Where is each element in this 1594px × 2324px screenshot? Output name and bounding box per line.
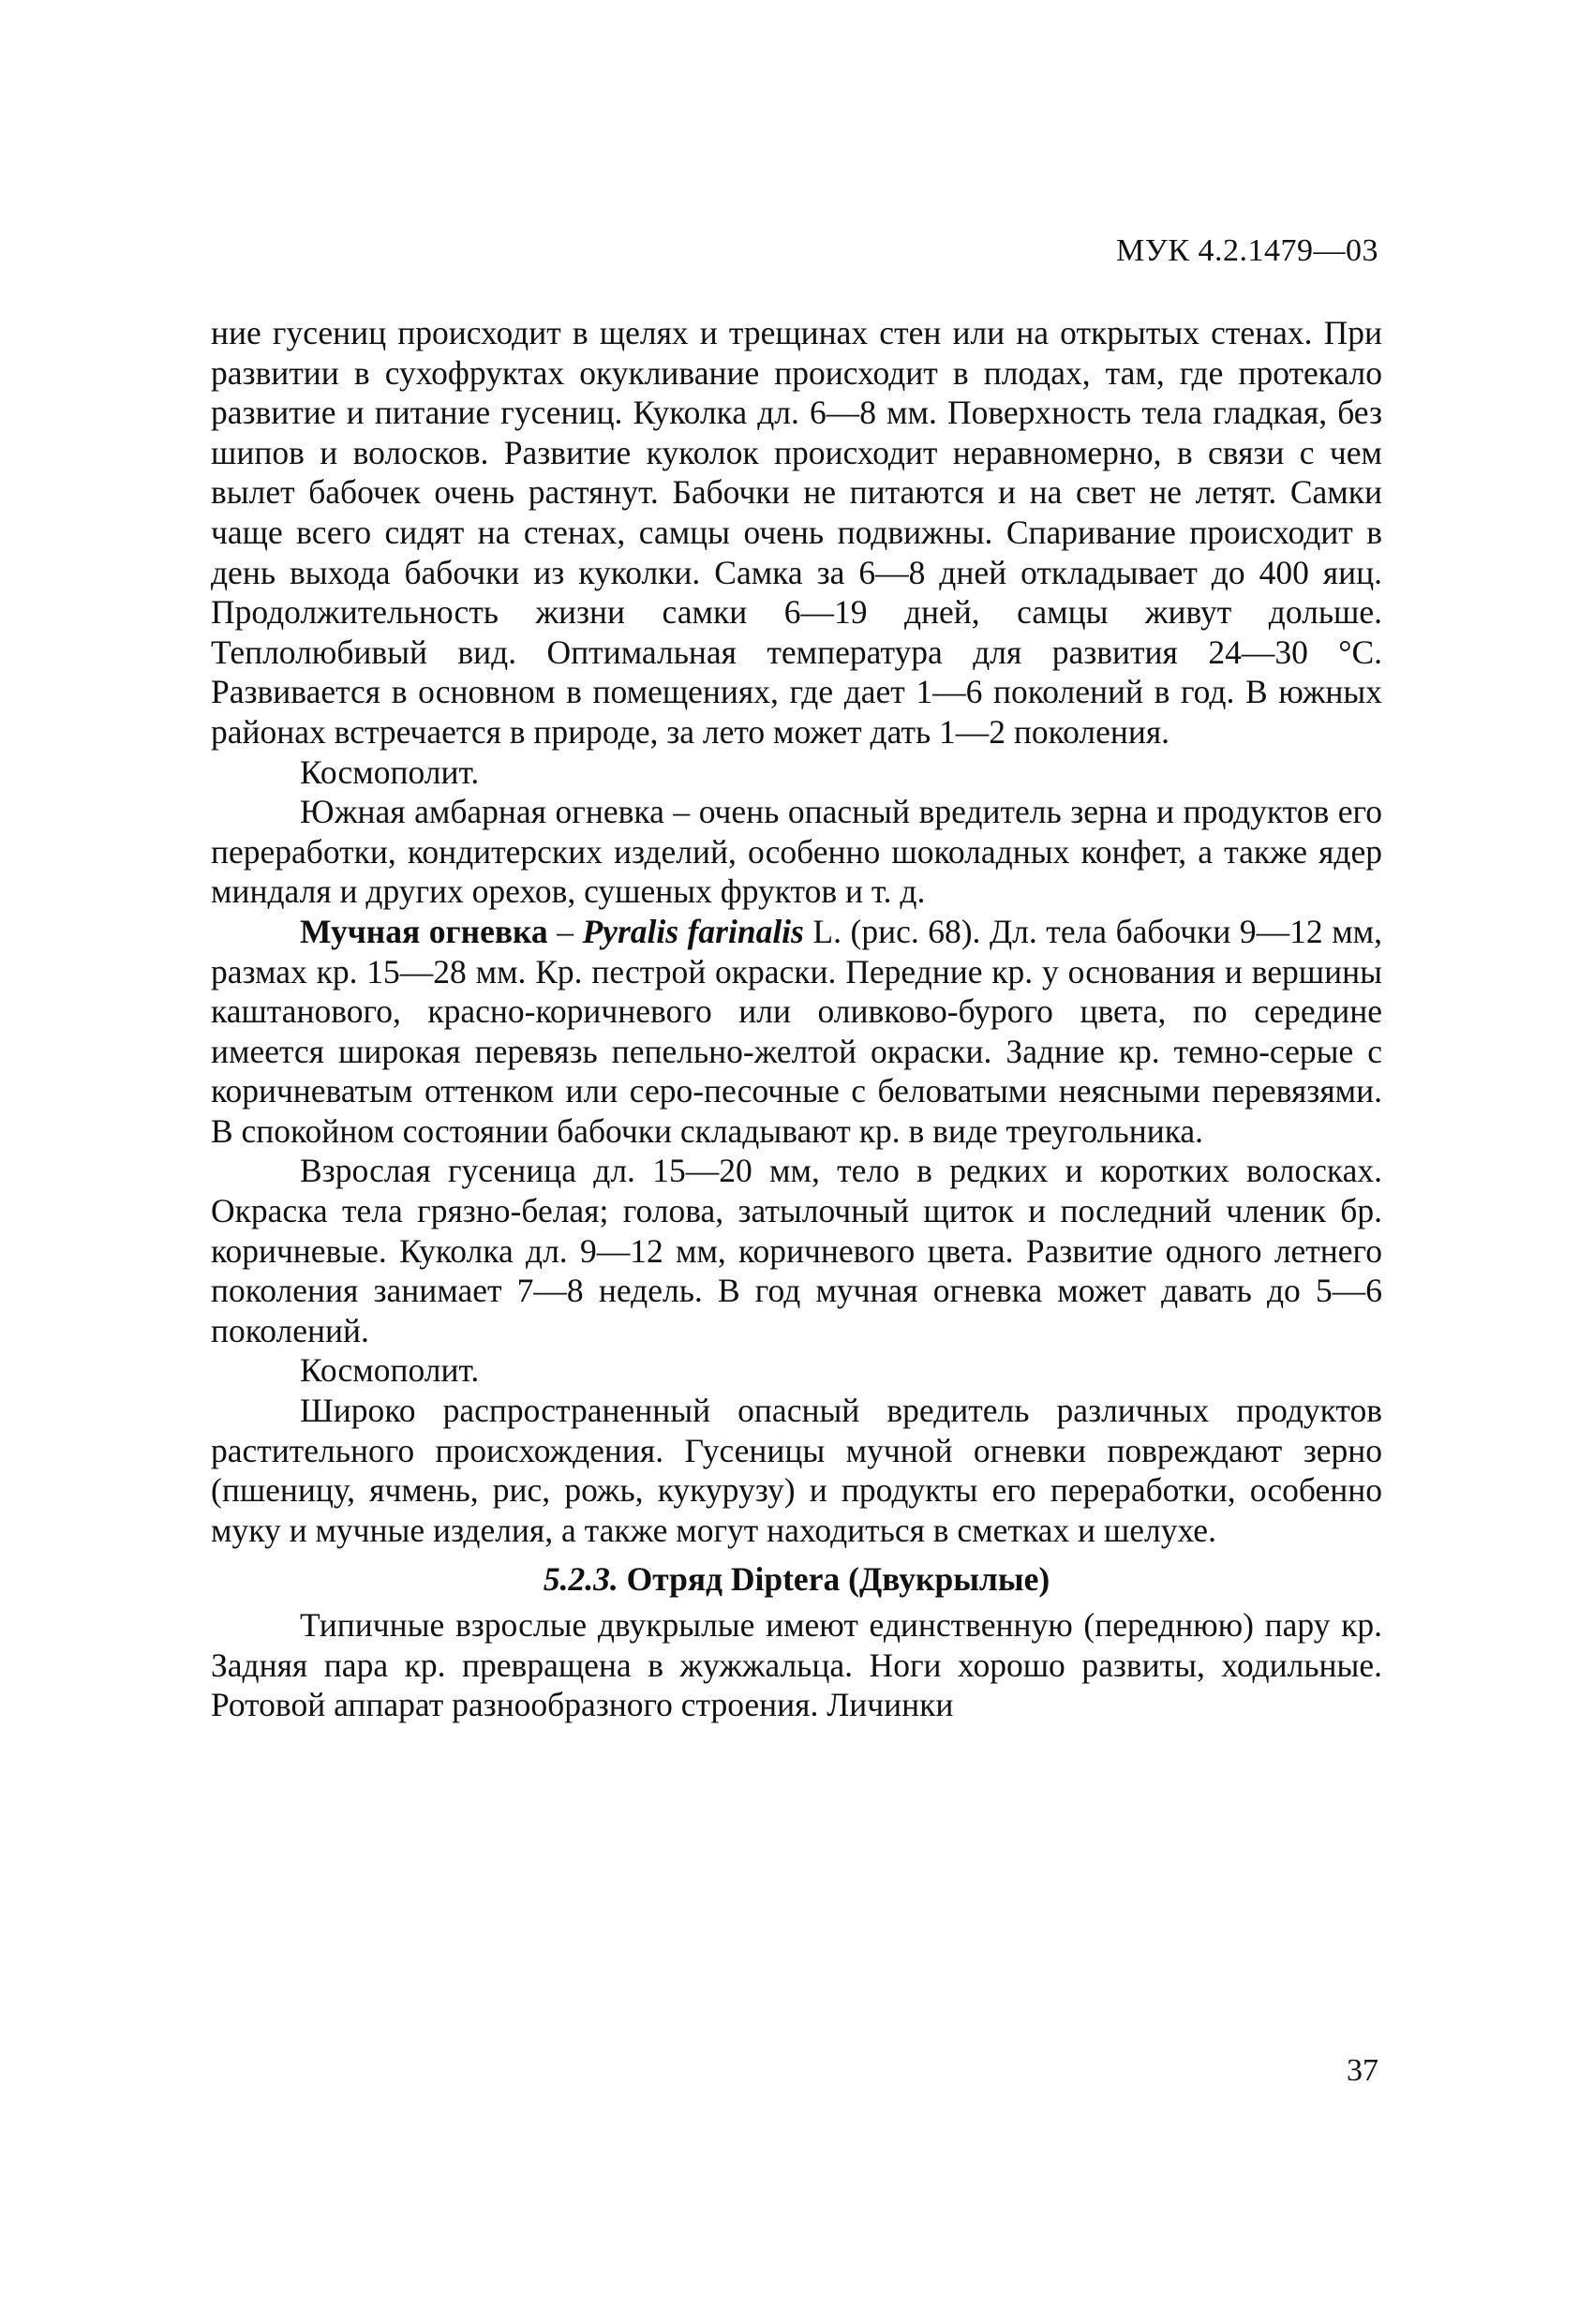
document-code-header: МУК 4.2.1479—03 — [1116, 233, 1378, 268]
paragraph-southern-moth: Южная амбарная огневка – очень опасный вредитель зерна и продуктов его переработки, кондитерских изделий, особенно шоколадных конфет, а также ядер миндаля и других орехов, сушеных фруктов и т. д. — [211, 793, 1382, 911]
section-heading — [211, 1559, 1382, 1600]
section-title-text: Отряд Diptera (Двукрылые) — [618, 1560, 1050, 1599]
section-number: 5.2.3. — [543, 1560, 618, 1599]
paragraph-cosmopolitan-2: Космополит. — [300, 1351, 480, 1390]
body-text — [211, 313, 1382, 1725]
paragraph-caterpillar: Взрослая гусеница дл. 15—20 мм, тело в редких и коротких волосках. Окраска тела грязно-белая; голова, затылочный щиток и последний членик бр. коричневые. Куколка дл. 9—12 мм, коричневого цвета. Развитие одного летнего поколения занимает 7—8 недель. В год мучная огневка может давать до 5—6 поколений. — [211, 1152, 1382, 1349]
paragraph-pest-damage: Широко распространенный опасный вредитель различных продуктов растительного происхождения. Гусеницы мучной огневки повреждают зерно (пшеницу, ячмень, рис, рожь, кукурузу) и продукты его переработки, особенно муку и мучные изделия, а также могут находиться в сметках и шелухе. — [211, 1392, 1382, 1549]
paragraph-meal-moth — [211, 912, 1382, 1152]
species-latin-name: Pyralis farinalis — [582, 912, 804, 950]
paragraph-diptera: Типичные взрослые двукрылые имеют единственную (переднюю) пару кр. Задняя пара кр. превращена в жужжальца. Ноги хорошо развиты, ходильные. Ротовой аппарат разнообразного строения. Личинки — [211, 1606, 1382, 1724]
species-dash: – — [547, 912, 583, 950]
paragraph-cosmopolitan-1: Космополит. — [300, 752, 480, 791]
species-description: L. (рис. 68). Дл. тела бабочки 9—12 мм, размах кр. 15—28 мм. Кр. пестрой окраски. Передние кр. у основания и вершины каштанового, красно-коричневого или оливково-бурого цвета, по середине имеется широкая перевязь пепельно-желтой окраски. Задние кр. темно-серые с коричневатым оттенком или серо-песочные с беловатыми неясными перевязями. В спокойном состоянии бабочки складывают кр. в виде треугольника. — [211, 912, 1383, 1150]
species-common-name: Мучная огневка — [300, 912, 548, 950]
page-number: 37 — [1347, 2053, 1378, 2088]
paragraph-continuation: ние гусениц происходит в щелях и трещинах стен или на открытых стенах. При развитии в сухофруктах окукливание происходит в плодах, там, где протекало развитие и питание гусениц. Куколка дл. 6—8 мм. Поверхность тела гладкая, без шипов и волосков. Развитие куколок происходит неравномерно, в связи с чем вылет бабочек очень растянут. Бабочки не питаются и на свет не летят. Самки чаще всего сидят на стенах, самцы очень подвижны. Спаривание происходит в день выхода бабочки из куколки. Самка за 6—8 дней откладывает до 400 яиц. Продолжительность жизни самки 6—19 дней, самцы живут дольше. Теплолюбивый вид. Оптимальная температура для развития 24—30 °С. Развивается в основном в помещениях, где дает 1—6 поколений в год. В южных районах встречается в природе, за лето может дать 1—2 поколения. — [211, 314, 1382, 751]
